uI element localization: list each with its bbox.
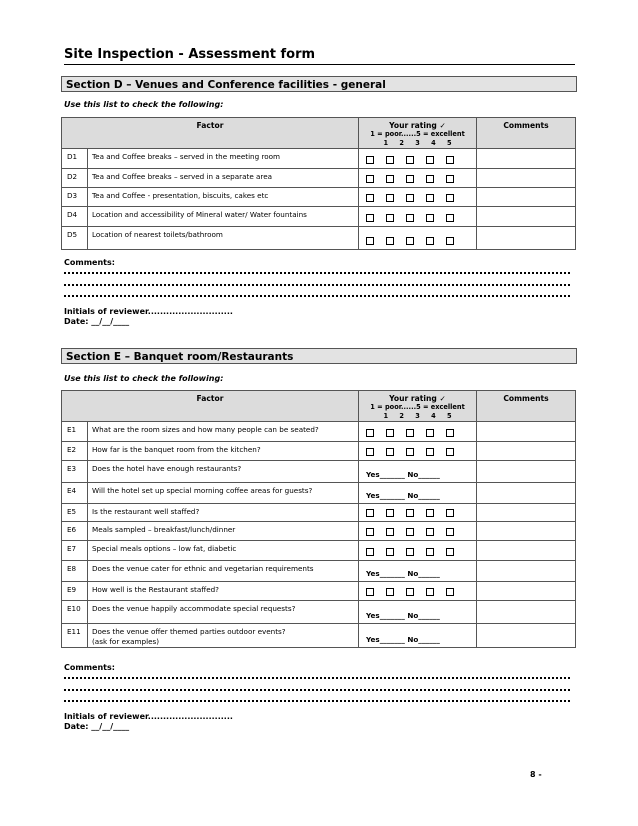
row-factor [88, 188, 359, 207]
rating-checkbox-1[interactable] [366, 237, 374, 245]
table-row [62, 522, 576, 541]
comment-line[interactable] [64, 291, 570, 297]
rating-numbers: 1 2 3 4 5 [383, 139, 452, 147]
row-factor [88, 442, 359, 461]
rating-checkbox-5[interactable] [446, 156, 454, 164]
rating-checkbox-4[interactable] [426, 528, 434, 536]
rating-checkbox-5[interactable] [446, 194, 454, 202]
row-rating [359, 522, 477, 541]
table-row [62, 227, 576, 250]
comments-column-header: Comments [477, 118, 576, 149]
rating-checkbox-2[interactable] [386, 214, 394, 222]
table-row [62, 461, 576, 483]
comment-line[interactable] [64, 673, 570, 679]
factor-text: Meals sampled – breakfast/lunch/dinner [92, 525, 236, 534]
rating-checkbox-2[interactable] [386, 588, 394, 596]
factor-text: Is the restaurant well staffed? [92, 507, 200, 516]
rating-checkbox-1[interactable] [366, 156, 374, 164]
rating-checkbox-5[interactable] [446, 528, 454, 536]
section-d-initials[interactable]: Initials of reviewer............................ [64, 307, 233, 316]
rating-checkboxes [366, 156, 454, 164]
document-title: Site Inspection - Assessment form [64, 47, 316, 62]
row-id: E2 [62, 442, 88, 461]
section-e-heading: Section E – Banquet room/Restaurants [61, 348, 577, 364]
rating-checkbox-1[interactable] [366, 175, 374, 183]
rating-checkbox-2[interactable] [386, 194, 394, 202]
row-factor [88, 504, 359, 522]
row-id: D5 [62, 227, 88, 250]
rating-checkbox-1[interactable] [366, 194, 374, 202]
rating-checkbox-4[interactable] [426, 509, 434, 517]
section-d-intro: Use this list to check the following: [64, 100, 224, 109]
factor-text: Tea and Coffee - presentation, biscuits, cakes etc [92, 191, 269, 200]
comment-line[interactable] [64, 685, 570, 691]
row-factor [88, 169, 359, 188]
row-rating [359, 149, 477, 169]
rating-checkbox-2[interactable] [386, 175, 394, 183]
section-e-date[interactable]: Date: __/__/____ [64, 722, 130, 731]
rating-checkbox-5[interactable] [446, 175, 454, 183]
factor-text: Tea and Coffee breaks – served in a separate area [92, 172, 273, 181]
factor-text: Does the venue offer themed parties outdoor events? [92, 627, 286, 636]
rating-checkbox-3[interactable] [406, 509, 414, 517]
factor-column-header: Factor [62, 391, 359, 422]
rating-checkbox-2[interactable] [386, 156, 394, 164]
row-factor [88, 422, 359, 442]
factor-text: Does the venue happily accommodate special requests? [92, 604, 296, 613]
row-factor [88, 149, 359, 169]
table-row [62, 624, 576, 648]
rating-checkboxes [366, 588, 454, 596]
table-row [62, 541, 576, 561]
factor-text-line2: (ask for examples) [92, 637, 160, 646]
factor-column-header: Factor [62, 118, 359, 149]
table-row [62, 601, 576, 624]
row-comments-cell[interactable] [477, 207, 576, 227]
rating-checkbox-3[interactable] [406, 214, 414, 222]
row-id: E11 [62, 624, 88, 648]
rating-checkbox-3[interactable] [406, 429, 414, 437]
rating-scale: 1 = poor......5 = excellent [370, 130, 465, 138]
rating-checkbox-2[interactable] [386, 237, 394, 245]
rating-checkbox-3[interactable] [406, 194, 414, 202]
page-number: 8 - [530, 770, 542, 779]
row-id: E1 [62, 422, 88, 442]
rating-checkbox-4[interactable] [426, 175, 434, 183]
row-rating [359, 541, 477, 561]
yes-no-field[interactable]: Yes_______ No______ [366, 635, 440, 644]
rating-scale: 1 = poor......5 = excellent [370, 403, 465, 411]
rating-checkbox-4[interactable] [426, 237, 434, 245]
row-factor [88, 624, 359, 648]
rating-column-header [359, 118, 477, 149]
factor-text: Will the hotel set up special morning coffee areas for guests? [92, 486, 313, 495]
rating-checkboxes [366, 509, 454, 517]
section-d-heading: Section D – Venues and Conference facilities - general [61, 76, 577, 92]
rating-checkbox-5[interactable] [446, 429, 454, 437]
table-row [62, 504, 576, 522]
rating-checkbox-1[interactable] [366, 448, 374, 456]
section-e-intro: Use this list to check the following: [64, 374, 224, 383]
row-factor [88, 207, 359, 227]
row-rating [359, 442, 477, 461]
rating-checkbox-2[interactable] [386, 548, 394, 556]
title-rule [64, 64, 575, 65]
yes-no-field[interactable]: Yes_______ No______ [366, 569, 440, 578]
row-rating [359, 601, 477, 624]
row-factor [88, 601, 359, 624]
rating-checkbox-4[interactable] [426, 214, 434, 222]
rating-checkboxes [366, 528, 454, 536]
row-comments-cell[interactable] [477, 541, 576, 561]
row-comments-cell[interactable] [477, 504, 576, 522]
rating-checkbox-2[interactable] [386, 528, 394, 536]
table-row [62, 149, 576, 169]
rating-checkbox-3[interactable] [406, 548, 414, 556]
table-header-row [62, 391, 576, 422]
yes-no-field[interactable]: Yes_______ No______ [366, 611, 440, 620]
row-comments-cell[interactable] [477, 561, 576, 582]
section-d-comments-label: Comments: [64, 258, 115, 267]
rating-checkbox-5[interactable] [446, 509, 454, 517]
rating-checkboxes [366, 548, 454, 556]
rating-checkbox-1[interactable] [366, 588, 374, 596]
section-e-initials[interactable]: Initials of reviewer............................ [64, 712, 233, 721]
row-comments-cell[interactable] [477, 169, 576, 188]
row-id: D2 [62, 169, 88, 188]
table-row [62, 169, 576, 188]
factor-text: Special meals options – low fat, diabetic [92, 544, 237, 553]
row-factor [88, 461, 359, 483]
rating-checkboxes [366, 429, 454, 437]
row-comments-cell[interactable] [477, 601, 576, 624]
factor-text: Location of nearest toilets/bathroom [92, 230, 223, 239]
rating-checkbox-4[interactable] [426, 548, 434, 556]
rating-checkbox-1[interactable] [366, 528, 374, 536]
table-row [62, 422, 576, 442]
rating-checkbox-4[interactable] [426, 194, 434, 202]
row-comments-cell[interactable] [477, 624, 576, 648]
row-id: E10 [62, 601, 88, 624]
row-id: E3 [62, 461, 88, 483]
table-row [62, 207, 576, 227]
rating-checkboxes [366, 237, 454, 245]
row-rating [359, 561, 477, 582]
table-header-row [62, 118, 576, 149]
row-rating [359, 624, 477, 648]
rating-checkbox-4[interactable] [426, 588, 434, 596]
row-id: E7 [62, 541, 88, 561]
row-rating [359, 422, 477, 442]
factor-text: What are the room sizes and how many people can be seated? [92, 425, 319, 434]
rating-checkbox-1[interactable] [366, 509, 374, 517]
row-comments-cell[interactable] [477, 149, 576, 169]
row-factor [88, 582, 359, 601]
row-id: E6 [62, 522, 88, 541]
rating-checkbox-5[interactable] [446, 237, 454, 245]
row-factor [88, 483, 359, 504]
table-row [62, 483, 576, 504]
row-factor [88, 522, 359, 541]
comments-column-header: Comments [477, 391, 576, 422]
rating-checkbox-3[interactable] [406, 237, 414, 245]
factor-text: How well is the Restaurant staffed? [92, 585, 220, 594]
factor-text: Does the hotel have enough restaurants? [92, 464, 242, 473]
factor-text: Tea and Coffee breaks – served in the meeting room [92, 152, 281, 161]
rating-checkbox-4[interactable] [426, 156, 434, 164]
row-rating [359, 169, 477, 188]
row-rating [359, 461, 477, 483]
row-factor [88, 561, 359, 582]
rating-checkboxes [366, 448, 454, 456]
rating-column-header [359, 391, 477, 422]
row-comments-cell[interactable] [477, 522, 576, 541]
row-id: D1 [62, 149, 88, 169]
rating-checkboxes [366, 194, 454, 202]
row-rating [359, 188, 477, 207]
row-id: E8 [62, 561, 88, 582]
row-rating [359, 207, 477, 227]
rating-checkbox-2[interactable] [386, 429, 394, 437]
comment-line[interactable] [64, 696, 570, 702]
factor-text: Location and accessibility of Mineral water/ Water fountains [92, 210, 307, 219]
table-row [62, 561, 576, 582]
section-d-date[interactable]: Date: __/__/____ [64, 317, 130, 326]
comment-line[interactable] [64, 268, 570, 274]
rating-checkbox-4[interactable] [426, 429, 434, 437]
rating-checkbox-2[interactable] [386, 509, 394, 517]
rating-checkbox-4[interactable] [426, 448, 434, 456]
row-comments-cell[interactable] [477, 461, 576, 483]
comment-line[interactable] [64, 280, 570, 286]
rating-checkbox-3[interactable] [406, 448, 414, 456]
factor-text: Does the venue cater for ethnic and vegetarian requirements [92, 564, 314, 573]
factor-text: How far is the banquet room from the kitchen? [92, 445, 261, 454]
row-id: D4 [62, 207, 88, 227]
rating-checkbox-3[interactable] [406, 175, 414, 183]
rating-checkbox-5[interactable] [446, 214, 454, 222]
rating-checkbox-1[interactable] [366, 548, 374, 556]
row-id: E9 [62, 582, 88, 601]
rating-checkboxes [366, 175, 454, 183]
row-rating [359, 227, 477, 250]
rating-title: Your rating ✓ [389, 121, 446, 130]
row-id: D3 [62, 188, 88, 207]
row-comments-cell[interactable] [477, 227, 576, 250]
section-e-table [61, 390, 576, 648]
section-d-table [61, 117, 576, 250]
row-rating [359, 504, 477, 522]
row-factor [88, 541, 359, 561]
yes-no-field[interactable]: Yes_______ No______ [366, 491, 440, 500]
row-rating [359, 483, 477, 504]
rating-checkbox-1[interactable] [366, 214, 374, 222]
row-rating [359, 582, 477, 601]
row-comments-cell[interactable] [477, 442, 576, 461]
row-comments-cell[interactable] [477, 422, 576, 442]
table-row [62, 442, 576, 461]
rating-checkbox-3[interactable] [406, 528, 414, 536]
rating-title: Your rating ✓ [389, 394, 446, 403]
row-factor [88, 227, 359, 250]
row-comments-cell[interactable] [477, 188, 576, 207]
rating-numbers: 1 2 3 4 5 [383, 412, 452, 420]
rating-checkbox-3[interactable] [406, 588, 414, 596]
row-id: E5 [62, 504, 88, 522]
table-row [62, 188, 576, 207]
rating-checkbox-1[interactable] [366, 429, 374, 437]
rating-checkbox-5[interactable] [446, 548, 454, 556]
rating-checkbox-2[interactable] [386, 448, 394, 456]
rating-checkbox-5[interactable] [446, 588, 454, 596]
row-id: E4 [62, 483, 88, 504]
row-comments-cell[interactable] [477, 483, 576, 504]
rating-checkbox-5[interactable] [446, 448, 454, 456]
rating-checkbox-3[interactable] [406, 156, 414, 164]
rating-checkboxes [366, 214, 454, 222]
section-e-comments-label: Comments: [64, 663, 115, 672]
yes-no-field[interactable]: Yes_______ No______ [366, 470, 440, 479]
row-comments-cell[interactable] [477, 582, 576, 601]
table-row [62, 582, 576, 601]
